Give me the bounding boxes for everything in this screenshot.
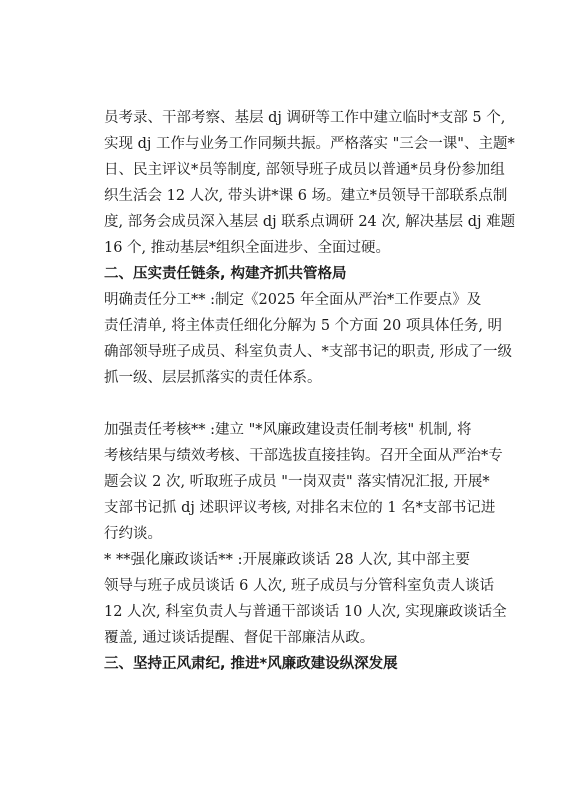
text-line: 支部书记抓 dj 述职评议考核, 对排名末位的 1 名*支部书记进 <box>104 500 496 516</box>
text-line: * **强化廉政谈话** :开展廉政谈话 28 人次, 其中部主要 <box>104 552 470 568</box>
text-line: 领导与班子成员谈话 6 人次, 班子成员与分管科室负责人谈话 <box>104 578 495 594</box>
text-line: 覆盖, 通过谈话提醒、督促干部廉洁从政。 <box>104 630 375 646</box>
text-line: 加强责任考核** :建立 "*风廉政建设责任制考核" 机制, 将 <box>104 422 472 438</box>
section-heading: 二、压实责任链条, 构建齐抓共管格局 <box>104 266 347 282</box>
text-line: 16 个, 推动基层*组织全面进步、全面过硬。 <box>104 240 391 256</box>
text-line: 行约谈。 <box>104 526 162 542</box>
text-line: 织生活会 12 人次, 带头讲*课 6 场。建立*员领导干部联系点制 <box>104 188 508 204</box>
text-line: 实现 dj 工作与业务工作同频共振。严格落实 "三会一课"、主题* <box>104 136 515 152</box>
text-line: 明确责任分工** :制定《2025 年全面从严治*工作要点》及 <box>104 292 482 308</box>
section-heading: 三、坚持正风肃纪, 推进*风廉政建设纵深发展 <box>104 656 398 672</box>
text-line: 考核结果与绩效考核、干部选拔直接挂钩。召开全面从严治*专 <box>104 448 503 464</box>
text-line: 题会议 2 次, 听取班子成员 "一岗双责" 落实情况汇报, 开展* <box>104 474 490 490</box>
text-line: 责任清单, 将主体责任细化分解为 5 个方面 20 项具体任务, 明 <box>104 318 503 334</box>
text-line: 员考录、干部考察、基层 dj 调研等工作中建立临时*支部 5 个, <box>104 110 506 126</box>
text-line: 确部领导班子成员、科室负责人、*支部书记的职责, 形成了一级 <box>104 344 512 360</box>
text-line: 度, 部务会成员深入基层 dj 联系点调研 24 次, 解决基层 dj 难题 <box>104 214 516 230</box>
text-line: 日、民主评议*员等制度, 部领导班子成员以普通*员身份参加组 <box>104 162 505 178</box>
text-line: 抓一级、层层抓落实的责任体系。 <box>104 370 322 386</box>
text-line: 12 人次, 科室负责人与普通干部谈话 10 人次, 实现廉政谈话全 <box>104 604 507 620</box>
